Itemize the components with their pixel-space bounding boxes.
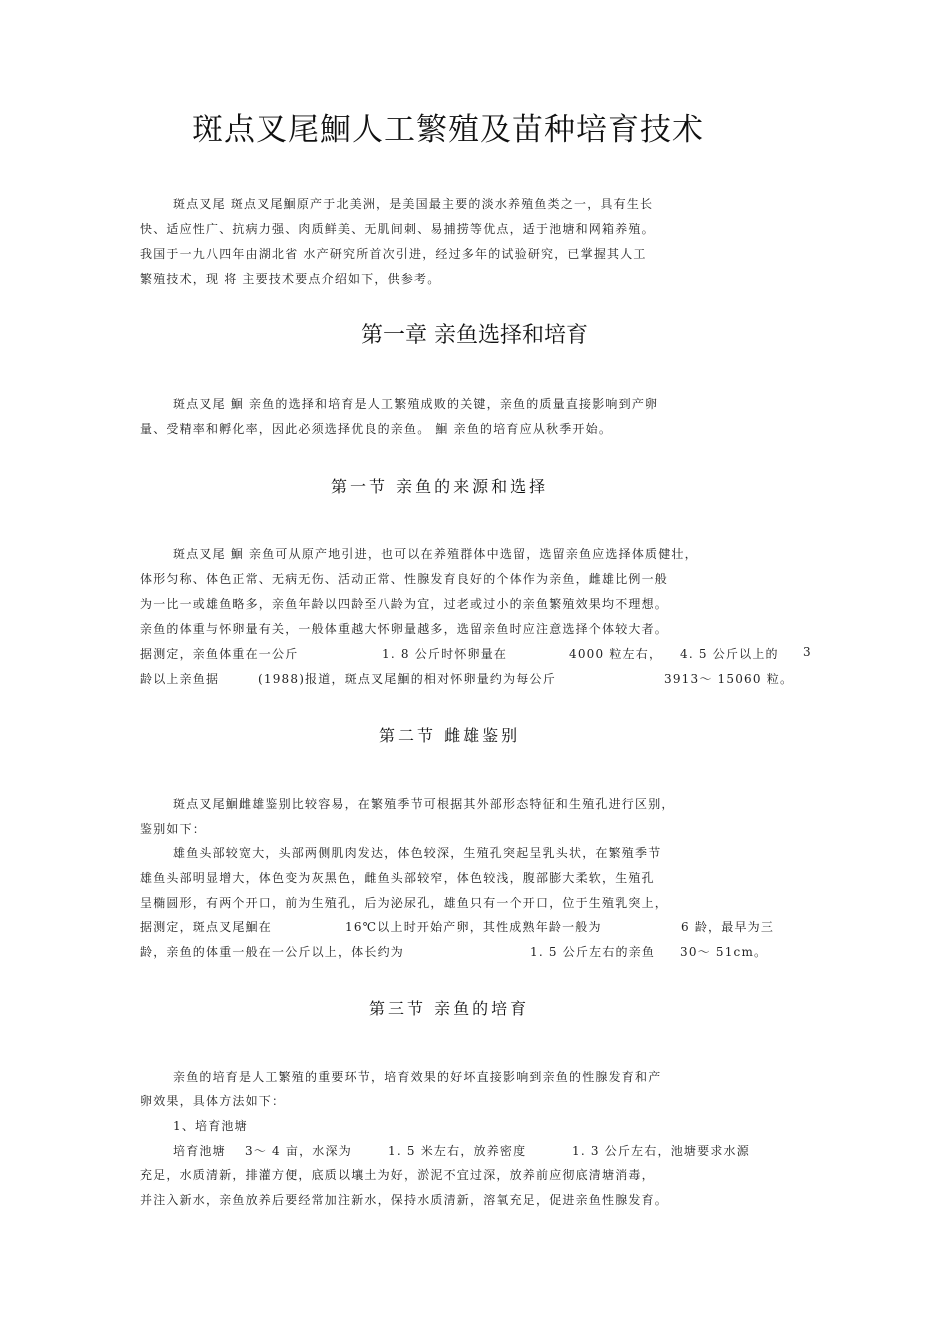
- intro-line-4: 繁殖技术，现 将 主要技术要点介绍如下，供参考。: [140, 272, 441, 286]
- section1-line-5d: 4. 5 公斤以上的: [680, 647, 779, 661]
- section2-line-7a: 龄，亲鱼的体重一般在一公斤以上，体长约为: [140, 945, 405, 959]
- section3-item-1: 1、培育池塘: [173, 1119, 248, 1133]
- section3-line-4c: 1. 5 米左右，放养密度: [388, 1144, 527, 1158]
- section1-line-5b: 1. 8 公斤时怀卵量在: [382, 647, 508, 661]
- section2-line-6a: 据测定，斑点叉尾鮰在: [140, 920, 273, 934]
- section2-line-5: 呈椭圆形，有两个开口，前为生殖孔，后为泌尿孔，雄鱼只有一个开口，位于生殖乳突上，: [140, 896, 669, 910]
- section3-line-4b: 3～ 4 亩，水深为: [245, 1144, 352, 1158]
- section1-line-5c: 4000 粒左右，: [569, 647, 663, 661]
- document-title: 斑点叉尾鮰人工繁殖及苗种培育技术: [192, 112, 704, 148]
- intro-line-3: 我国于一九八四年由湖北省 水产研究所首次引进，经过多年的试验研究，已掌握其人工: [140, 247, 647, 261]
- section-heading-1: 第一节 亲鱼的来源和选择: [331, 477, 549, 496]
- section2-line-1: 斑点叉尾鮰雌雄鉴别比较容易，在繁殖季节可根据其外部形态特征和生殖孔进行区别，: [173, 797, 675, 811]
- intro-line-1: 斑点叉尾 斑点叉尾鮰原产于北美洲，是美国最主要的淡水养殖鱼类之一，具有生长: [173, 197, 654, 211]
- section3-line-5: 充足，水质清新，排灌方便，底质以壤土为好，淤泥不宜过深，放养前应彻底清塘消毒，: [140, 1168, 655, 1182]
- section3-line-1: 亲鱼的培育是人工繁殖的重要环节，培育效果的好坏直接影响到亲鱼的性腺发育和产: [173, 1070, 662, 1084]
- section2-line-7c: 30～ 51cm。: [680, 945, 768, 959]
- section1-line-4: 亲鱼的体重与怀卵量有关，一般体重越大怀卵量越多，选留亲鱼时应注意选择个体较大者。: [140, 622, 669, 636]
- section1-line-6a: 龄以上亲鱼据: [140, 672, 220, 686]
- section2-line-2: 鉴别如下：: [140, 822, 207, 836]
- section3-line-4d: 1. 3 公斤左右，池塘要求水源: [572, 1144, 750, 1158]
- section-heading-2: 第二节 雌雄鉴别: [379, 726, 521, 745]
- section1-line-5e: 3: [803, 645, 812, 659]
- section3-line-6: 并注入新水，亲鱼放养后要经常加注新水，保持水质清新，溶氧充足，促进亲鱼性腺发育。: [140, 1193, 669, 1207]
- section2-line-3: 雄鱼头部较宽大，头部两侧肌肉发达，体色较深，生殖孔突起呈乳头状，在繁殖季节: [173, 846, 662, 860]
- section3-line-2: 卵效果，具体方法如下：: [140, 1094, 286, 1108]
- chapter-body-line-2: 量、受精率和孵化率，因此必须选择优良的亲鱼。 鮰 亲鱼的培育应从秋季开始。: [140, 422, 613, 436]
- section1-line-1: 斑点叉尾 鮰 亲鱼可从原产地引进，也可以在养殖群体中选留，选留亲鱼应选择体质健壮，: [173, 547, 698, 561]
- chapter-heading: 第一章 亲鱼选择和培育: [361, 323, 588, 348]
- section1-line-2: 体形匀称、体色正常、无病无伤、活动正常、性腺发育良好的个体作为亲鱼，雌雄比例一般: [140, 572, 669, 586]
- section1-line-3: 为一比一或雄鱼略多，亲鱼年龄以四龄至八龄为宜，过老或过小的亲鱼繁殖效果均不理想。: [140, 597, 669, 611]
- section2-line-6b: 16℃以上时开始产卵，其性成熟年龄一般为: [345, 920, 602, 934]
- section3-line-4a: 培育池塘: [173, 1144, 226, 1158]
- section2-line-4: 雄鱼头部明显增大，体色变为灰黑色，雌鱼头部较窄，体色较浅，腹部膨大柔软，生殖孔: [140, 871, 655, 885]
- section1-line-5a: 据测定，亲鱼体重在一公斤: [140, 647, 299, 661]
- section1-line-6c: 3913～ 15060 粒。: [664, 672, 794, 686]
- section2-line-6c: 6 龄，最早为三: [681, 920, 775, 934]
- intro-line-2: 快、适应性广、抗病力强、肉质鲜美、无肌间刺、易捕捞等优点，适于池塘和网箱养殖。: [140, 222, 655, 236]
- chapter-body-line-1: 斑点叉尾 鮰 亲鱼的选择和培育是人工繁殖成败的关键，亲鱼的质量直接影响到产卵: [173, 397, 659, 411]
- section1-line-6b: (1988)报道，斑点叉尾鮰的相对怀卵量约为每公斤: [258, 672, 556, 686]
- section2-line-7b: 1. 5 公斤左右的亲鱼: [530, 945, 656, 959]
- section-heading-3: 第三节 亲鱼的培育: [369, 999, 530, 1018]
